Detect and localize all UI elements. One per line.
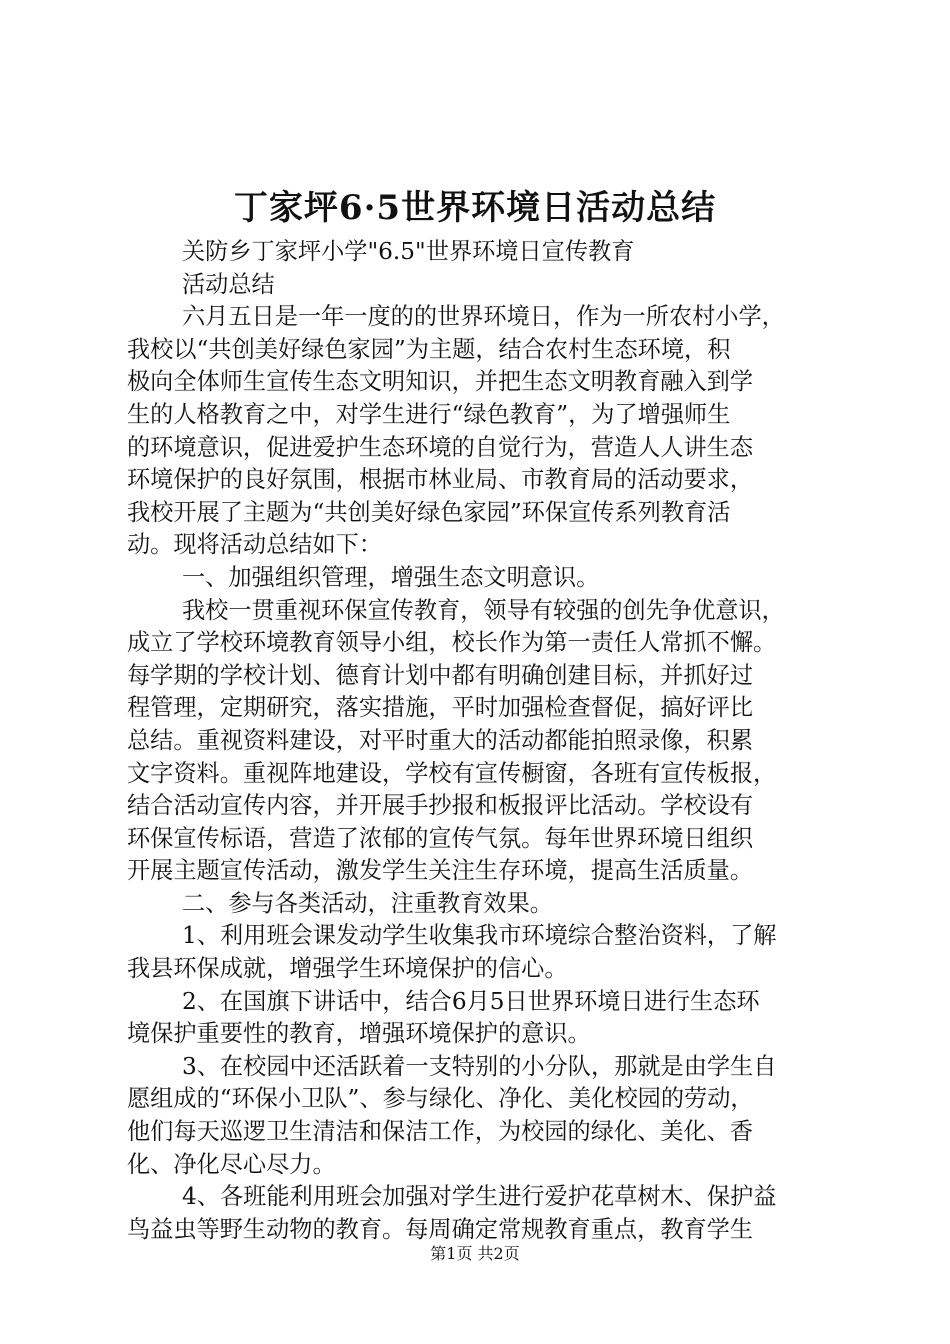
text-line: 结合活动宣传内容，并开展手抄报和板报评比活动。学校设有 [127,792,754,820]
text-line: 鸟益虫等野生动物的教育。每周确定常规教育重点，教育学生 [127,1215,754,1243]
text-line: 1、利用班会课发动学生收集我市环境综合整治资料，了解 [182,922,777,950]
text-line: 开展主题宣传活动，激发学生关注生存环境，提高生活质量。 [127,857,754,885]
text-line: 成立了学校环境教育领导小组，校长作为第一责任人常抓不懈。 [127,629,777,657]
text-line: 他们每天巡逻卫生清洁和保洁工作，为校园的绿化、美化、香 [127,1118,754,1146]
text-line: 程管理，定期研究，落实措施，平时加强检查督促，搞好评比 [127,694,754,722]
text-line: 的环境意识，促进爱护生态环境的自觉行为，营造人人讲生态 [127,433,754,461]
text-line: 我校开展了主题为“共创美好绿色家园”环保宣传系列教育活 [127,498,731,526]
document-title: 丁家坪6·5世界环境日活动总结 [233,188,717,228]
text-line: 我校以“共创美好绿色家园”为主题，结合农村生态环境，积 [127,335,731,363]
section-heading: 二、参与各类活动，注重教育效果。 [182,889,553,917]
text-line: 我校一贯重视环保宣传教育，领导有较强的创先争优意识， [182,596,785,624]
text-line: 境保护重要性的教育，增强环境保护的意识。 [127,1020,591,1048]
text-line: 六月五日是一年一度的的世界环境日，作为一所农村小学， [182,303,785,331]
text-line: 每学期的学校计划、德育计划中都有明确创建目标，并抓好过 [127,661,754,689]
text-line: 极向全体师生宣传生态文明知识，并把生态文明教育融入到学 [127,368,754,396]
document-body [127,236,827,1246]
text-line: 愿组成的“环保小卫队”、参与绿化、净化、美化校园的劳动， [127,1085,754,1113]
text-line: 2、在国旗下讲话中，结合6月5日世界环境日进行生态环 [182,987,760,1015]
text-line: 文字资料。重视阵地建设，学校有宣传橱窗，各班有宣传板报， [127,759,777,787]
text-line: 环境保护的良好氛围，根据市林业局、市教育局的活动要求， [127,466,754,494]
section-heading: 一、加强组织管理，增强生态文明意识。 [182,563,600,591]
text-line: 化、净化尽心尽力。 [127,1150,336,1178]
text-line: 总结。重视资料建设，对平时重大的活动都能拍照录像，积累 [127,726,754,754]
text-line: 我县环保成就，增强学生环境保护的信心。 [127,955,568,983]
page-footer: 第1页 共2页 [430,1244,520,1263]
text-line: 生的人格教育之中，对学生进行“绿色教育”，为了增强师生 [127,400,731,428]
text-line: 3、在校园中还活跃着一支特别的小分队，那就是由学生自 [182,1052,777,1080]
text-line: 4、各班能利用班会加强对学生进行爱护花草树木、保护益 [182,1183,777,1211]
text-line: 环保宣传标语，营造了浓郁的宣传气氛。每年世界环境日组织 [127,824,754,852]
text-line: 关防乡丁家坪小学"6.5"世界环境日宣传教育 [182,238,635,265]
text-line: 活动总结 [182,270,275,298]
text-line: 动。现将活动总结如下： [127,531,383,559]
